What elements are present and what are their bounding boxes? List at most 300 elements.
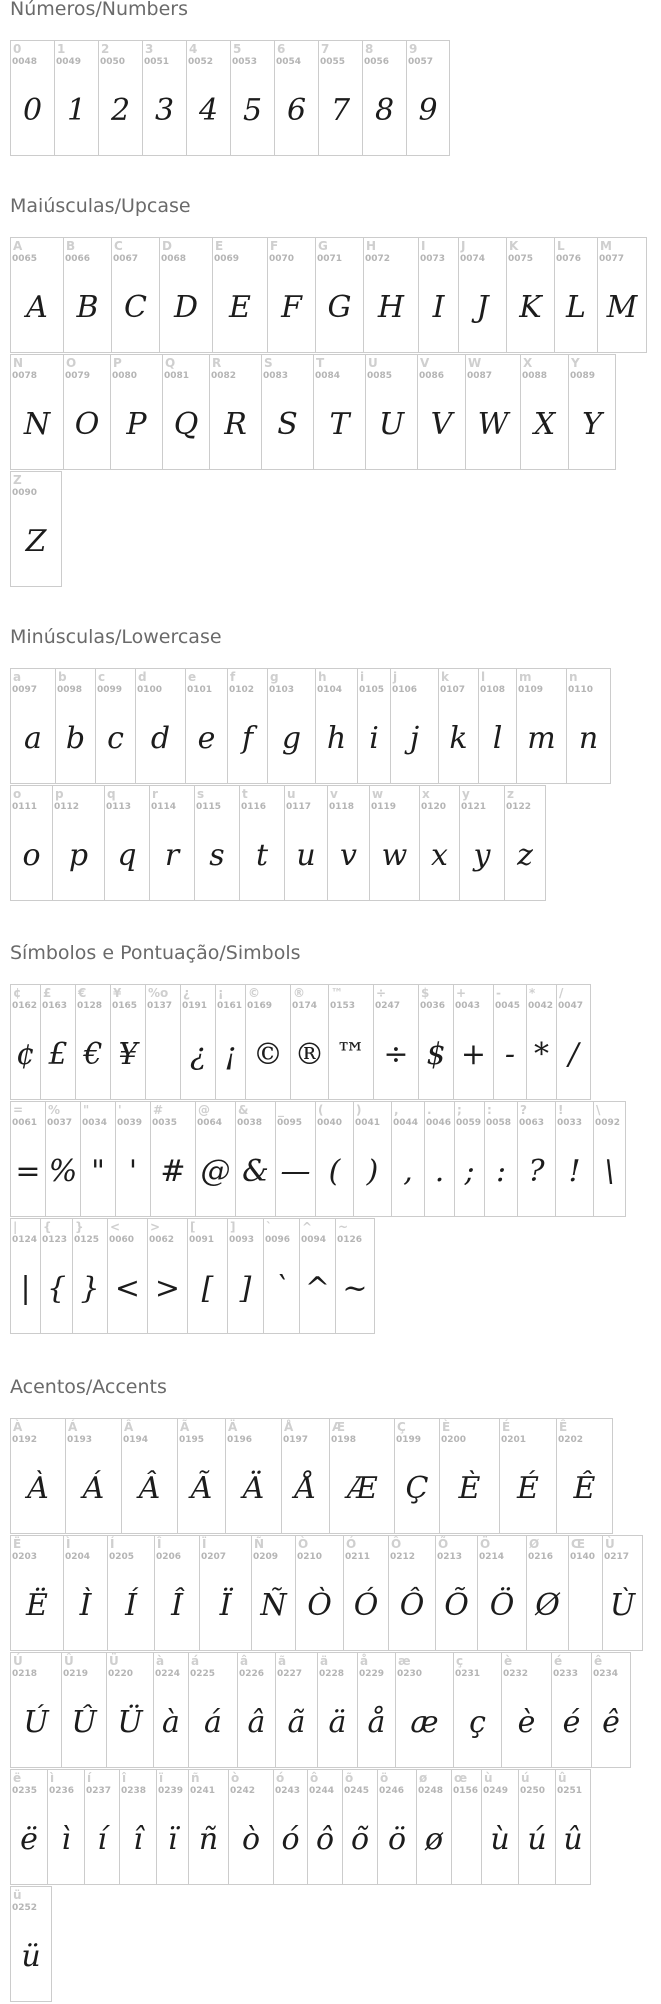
character-label: Æ: [332, 1420, 346, 1434]
glyph-sample: Q: [173, 406, 199, 442]
glyph-sample: k: [449, 720, 468, 756]
glyph-sample: [569, 1570, 602, 1640]
section-title: Símbolos e Pontuação/Simbols: [10, 942, 301, 964]
glyph-sample: #: [160, 1153, 186, 1189]
glyph-sample: ": [91, 1153, 105, 1189]
character-code: 0206: [156, 1552, 182, 1562]
character-label: U: [368, 356, 378, 370]
glyph-sample: ?: [528, 1153, 545, 1189]
glyph-cell: [188, 1652, 237, 1768]
glyph-sample: t: [255, 837, 269, 873]
glyph-row: [10, 668, 611, 784]
character-label: \: [596, 1103, 601, 1117]
glyph-cell: [395, 1652, 453, 1768]
glyph-cell: [147, 1218, 187, 1334]
character-code: 0097: [12, 685, 38, 695]
glyph-cell: [104, 785, 149, 901]
character-label: k: [441, 670, 449, 684]
character-code: 0033: [557, 1118, 583, 1128]
glyph-sample: à: [162, 1704, 180, 1740]
glyph-cell: [556, 1418, 613, 1534]
glyph-sample: Í: [125, 1587, 137, 1623]
glyph-sample: d: [150, 720, 171, 756]
character-code: 0040: [317, 1118, 343, 1128]
character-label: !: [558, 1103, 564, 1117]
glyph-cell: [63, 237, 111, 353]
glyph-cell: [307, 1769, 342, 1885]
character-label: á: [191, 1654, 200, 1668]
character-label: M: [600, 239, 612, 253]
glyph-cell: [47, 1769, 84, 1885]
glyph-sample: ñ: [198, 1821, 219, 1857]
glyph-cell: [162, 354, 209, 470]
character-code: 0099: [97, 685, 123, 695]
glyph-sample: ^: [304, 1270, 331, 1306]
character-label: Õ: [438, 1537, 449, 1551]
glyph-sample: 4: [198, 92, 219, 128]
character-label: Á: [68, 1420, 78, 1434]
glyph-cell: [418, 237, 458, 353]
character-label: L: [557, 239, 565, 253]
glyph-cell: [72, 1218, 107, 1334]
character-label: ú: [521, 1771, 530, 1785]
character-code: 0243: [275, 1786, 301, 1796]
character-code: 0231: [455, 1669, 481, 1679]
glyph-cell: [526, 984, 556, 1100]
glyph-cell: [555, 1101, 593, 1217]
character-label: +: [456, 986, 467, 1000]
glyph-cell: [477, 1535, 526, 1651]
glyph-sample: F: [281, 289, 302, 325]
glyph-cell: [209, 354, 261, 470]
glyph-cell: [95, 668, 135, 784]
glyph-sample: Ò: [307, 1587, 332, 1623]
glyph-sample: ë: [20, 1821, 38, 1857]
glyph-sample: {: [46, 1270, 67, 1306]
character-label: 3: [145, 42, 154, 56]
glyph-sample: Ô: [399, 1587, 425, 1623]
glyph-cell: [373, 984, 418, 1100]
character-label: 8: [365, 42, 374, 56]
glyph-sample: [146, 1019, 180, 1089]
glyph-sample: $: [426, 1036, 446, 1072]
character-code: 0251: [557, 1786, 583, 1796]
glyph-cell: [263, 1218, 299, 1334]
character-label: Y: [571, 356, 580, 370]
glyph-sample: 2: [110, 92, 131, 128]
character-code: 0209: [253, 1552, 279, 1562]
character-label: ñ: [191, 1771, 200, 1785]
glyph-cell: [568, 354, 616, 470]
character-label: :: [487, 1103, 492, 1117]
glyph-cell: [159, 237, 212, 353]
glyph-cell: [110, 984, 145, 1100]
character-code: 0248: [418, 1786, 444, 1796]
character-code: 0237: [86, 1786, 112, 1796]
character-code: 0051: [144, 57, 170, 67]
character-label: S: [264, 356, 273, 370]
character-label: ¿: [183, 986, 190, 1000]
glyph-cell: [52, 785, 104, 901]
glyph-cell: [273, 1769, 307, 1885]
character-code: 0052: [188, 57, 214, 67]
character-label: %o: [148, 986, 169, 1000]
character-label: ^: [302, 1220, 313, 1234]
glyph-sample: %: [48, 1153, 78, 1189]
character-label: -: [496, 986, 501, 1000]
glyph-cell: [10, 237, 63, 353]
character-label: î: [122, 1771, 127, 1785]
character-label: Ñ: [254, 1537, 265, 1551]
glyph-cell: [10, 1218, 40, 1334]
glyph-sample: P: [126, 406, 147, 442]
glyph-cell: [493, 984, 526, 1100]
character-label: Í: [110, 1537, 115, 1551]
glyph-sample: =: [15, 1153, 41, 1189]
character-code: 0250: [520, 1786, 546, 1796]
glyph-cell: [187, 1218, 227, 1334]
character-label: X: [523, 356, 533, 370]
glyph-cell: [438, 668, 478, 784]
glyph-cell: [61, 1652, 106, 1768]
glyph-cell: [235, 1101, 275, 1217]
section-title: Números/Numbers: [10, 0, 188, 20]
glyph-cell: [227, 1218, 263, 1334]
glyph-sample: W: [477, 406, 509, 442]
character-label: ¥: [113, 986, 122, 1000]
section-title: Minúsculas/Lowercase: [10, 626, 222, 648]
character-label: ì: [50, 1771, 55, 1785]
glyph-sample: &: [242, 1153, 269, 1189]
glyph-cell: [551, 1652, 591, 1768]
glyph-cell: [597, 237, 647, 353]
glyph-cell: [40, 984, 75, 1100]
glyph-sample: ä: [328, 1704, 347, 1740]
glyph-sample: ó: [281, 1821, 300, 1857]
character-code: 0080: [112, 371, 138, 381]
character-label: /: [559, 986, 564, 1000]
glyph-sample: 3: [154, 92, 175, 128]
character-code: 0081: [164, 371, 190, 381]
glyph-cell: [504, 785, 546, 901]
character-label: ø: [419, 1771, 428, 1785]
character-label: ö: [380, 1771, 389, 1785]
glyph-cell: [156, 1769, 188, 1885]
glyph-cell: [10, 1535, 63, 1651]
character-label: Û: [64, 1654, 74, 1668]
glyph-sample: [452, 1804, 481, 1874]
character-label: <: [110, 1220, 121, 1234]
glyph-sample: g: [281, 720, 302, 756]
glyph-cell: [275, 1652, 317, 1768]
character-label: Ü: [109, 1654, 119, 1668]
glyph-sample: L: [566, 289, 586, 325]
character-label: 6: [277, 42, 286, 56]
glyph-cell: [227, 668, 267, 784]
glyph-cell: [328, 984, 373, 1100]
glyph-sample: ®: [294, 1036, 325, 1072]
glyph-sample: /: [568, 1036, 579, 1072]
glyph-cell: [591, 1652, 631, 1768]
glyph-cell: [593, 1101, 626, 1217]
glyph-sample: Ø: [535, 1587, 560, 1623]
character-code: 0103: [269, 685, 295, 695]
character-code: 0035: [152, 1118, 178, 1128]
character-label: H: [366, 239, 377, 253]
glyph-cell: [80, 1101, 115, 1217]
character-label: Ù: [605, 1537, 615, 1551]
character-label: é: [554, 1654, 563, 1668]
character-label: ù: [484, 1771, 493, 1785]
character-code: 0137: [147, 1001, 173, 1011]
character-label: D: [162, 239, 172, 253]
glyph-cell: [554, 237, 597, 353]
glyph-sample: —: [280, 1153, 311, 1189]
character-label: b: [58, 670, 67, 684]
character-code: 0229: [359, 1669, 385, 1679]
character-code: 0053: [232, 57, 258, 67]
glyph-cell: [111, 237, 159, 353]
glyph-cell: [239, 785, 284, 901]
character-code: 0098: [57, 685, 83, 695]
character-label: Ë: [13, 1537, 22, 1551]
glyph-cell: [10, 668, 55, 784]
glyph-cell: [75, 984, 110, 1100]
character-label: å: [360, 1654, 369, 1668]
character-label: @: [198, 1103, 210, 1117]
character-label: À: [13, 1420, 23, 1434]
character-code: 0245: [344, 1786, 370, 1796]
glyph-cell: [481, 1769, 518, 1885]
character-label: n: [569, 670, 578, 684]
character-label: Î: [157, 1537, 162, 1551]
character-label: #: [153, 1103, 164, 1117]
character-label: ¡: [218, 986, 224, 1000]
character-code: 0084: [315, 371, 341, 381]
character-code: 0169: [247, 1001, 273, 1011]
character-label: {: [43, 1220, 52, 1234]
character-label: ô: [310, 1771, 319, 1785]
character-label: W: [468, 356, 482, 370]
glyph-sample: o: [22, 837, 41, 873]
glyph-sample: Ï: [219, 1587, 232, 1623]
character-code: 0162: [12, 1001, 38, 1011]
character-code: 0121: [461, 802, 487, 812]
character-code: 0112: [54, 802, 80, 812]
glyph-sample: Ì: [79, 1587, 92, 1623]
glyph-cell: [357, 1652, 395, 1768]
character-code: 0056: [364, 57, 390, 67]
character-label: Ú: [13, 1654, 23, 1668]
character-label: £: [43, 986, 52, 1000]
glyph-sample: }: [80, 1270, 100, 1306]
character-label: s: [197, 787, 205, 801]
glyph-cell: [406, 40, 450, 156]
glyph-cell: [416, 1769, 451, 1885]
glyph-sample: ™: [336, 1036, 366, 1072]
character-label: Œ: [571, 1537, 586, 1551]
glyph-cell: [335, 1218, 375, 1334]
character-label: B: [66, 239, 76, 253]
character-code: 0105: [359, 685, 385, 695]
glyph-sample: ù: [490, 1821, 510, 1857]
glyph-cell: [516, 668, 566, 784]
character-code: 0225: [190, 1669, 216, 1679]
glyph-cell: [55, 668, 95, 784]
glyph-cell: [315, 1101, 353, 1217]
character-code: 0101: [187, 685, 213, 695]
character-label: Ø: [529, 1537, 540, 1551]
character-code: 0122: [506, 802, 532, 812]
glyph-cell: [135, 668, 185, 784]
glyph-cell: [10, 40, 54, 156]
glyph-cell: [458, 237, 506, 353]
character-label: q: [107, 787, 116, 801]
character-label: 2: [101, 42, 110, 56]
glyph-sample: Y: [582, 406, 602, 442]
glyph-sample: G: [327, 289, 352, 325]
glyph-sample: Z: [25, 523, 47, 559]
glyph-sample: ÷: [383, 1036, 409, 1072]
character-label: ç: [456, 1654, 464, 1668]
character-code: 0055: [320, 57, 346, 67]
character-code: 0128: [77, 1001, 103, 1011]
character-code: 0065: [12, 254, 38, 264]
glyph-sample: Ê: [573, 1470, 596, 1506]
glyph-sample: X: [533, 406, 556, 442]
glyph-cell: [555, 1769, 591, 1885]
glyph-cell: [63, 1535, 107, 1651]
character-code: 0161: [217, 1001, 243, 1011]
character-label: Ê: [559, 1420, 568, 1434]
character-label: ®: [293, 986, 305, 1000]
glyph-sample: Ú: [23, 1704, 49, 1740]
character-code: 0037: [47, 1118, 73, 1128]
character-code: 0196: [227, 1435, 253, 1445]
character-code: 0116: [241, 802, 267, 812]
character-code: 0232: [503, 1669, 529, 1679]
character-code: 0109: [518, 685, 544, 695]
character-label: È: [442, 1420, 451, 1434]
character-code: 0228: [319, 1669, 345, 1679]
glyph-sample: u: [296, 837, 316, 873]
glyph-sample: î: [133, 1821, 143, 1857]
character-code: 0104: [317, 685, 343, 695]
character-code: 0083: [263, 371, 289, 381]
glyph-row: [10, 237, 647, 353]
glyph-sample: n: [578, 720, 599, 756]
glyph-sample: Â: [138, 1470, 161, 1506]
character-code: 0194: [123, 1435, 149, 1445]
glyph-sample: .: [434, 1153, 445, 1189]
glyph-cell: [506, 237, 554, 353]
character-label: ¢: [13, 986, 22, 1000]
character-code: 0242: [230, 1786, 256, 1796]
character-code: 0218: [12, 1669, 38, 1679]
character-label: ó: [276, 1771, 285, 1785]
character-label: ä: [320, 1654, 329, 1668]
glyph-cell: [520, 354, 568, 470]
glyph-cell: [388, 1535, 435, 1651]
glyph-row: [10, 785, 546, 901]
character-code: 0074: [460, 254, 486, 264]
character-code: 0216: [528, 1552, 554, 1562]
character-label: i: [360, 670, 365, 684]
glyph-sample: v: [340, 837, 357, 873]
character-code: 0205: [109, 1552, 135, 1562]
glyph-cell: [290, 984, 328, 1100]
character-label: í: [87, 1771, 92, 1785]
character-label: x: [422, 787, 430, 801]
glyph-cell: [424, 1101, 454, 1217]
glyph-sample: €: [83, 1036, 103, 1072]
glyph-sample: æ: [410, 1704, 439, 1740]
glyph-sample: ': [128, 1153, 138, 1189]
character-label: Ò: [298, 1537, 309, 1551]
glyph-cell: [435, 1535, 477, 1651]
character-code: 0165: [112, 1001, 138, 1011]
character-label: è: [504, 1654, 513, 1668]
character-label: æ: [398, 1654, 411, 1668]
glyph-sample: 1: [66, 92, 87, 128]
character-label: A: [13, 239, 23, 253]
character-code: 0224: [155, 1669, 181, 1679]
character-code: 0070: [269, 254, 295, 264]
character-label: Ç: [397, 1420, 406, 1434]
character-code: 0060: [109, 1235, 135, 1245]
character-label: r: [152, 787, 158, 801]
character-code: 0123: [42, 1235, 68, 1245]
character-code: 0124: [12, 1235, 38, 1245]
character-label: c: [98, 670, 106, 684]
character-code: 0036: [420, 1001, 446, 1011]
character-label: I: [421, 239, 426, 253]
glyph-cell: [390, 668, 438, 784]
glyph-cell: [84, 1769, 119, 1885]
character-code: 0234: [593, 1669, 619, 1679]
character-label: f: [230, 670, 236, 684]
character-label: 4: [189, 42, 198, 56]
glyph-sample: Ä: [242, 1470, 265, 1506]
glyph-row: [10, 1886, 52, 2002]
character-code: 0087: [467, 371, 493, 381]
glyph-sample: -: [504, 1036, 516, 1072]
glyph-cell: [194, 785, 239, 901]
character-label: o: [13, 787, 22, 801]
character-code: 0235: [12, 1786, 38, 1796]
glyph-row: [10, 1101, 626, 1217]
character-code: 0203: [12, 1552, 38, 1562]
glyph-cell: [267, 237, 315, 353]
glyph-sample: Ó: [353, 1587, 379, 1623]
glyph-sample: m: [527, 720, 556, 756]
character-code: 0202: [558, 1435, 584, 1445]
glyph-cell: [353, 1101, 391, 1217]
character-code: 0249: [483, 1786, 509, 1796]
glyph-cell: [343, 1535, 388, 1651]
character-code: 0220: [108, 1669, 134, 1679]
glyph-sample: ~: [342, 1270, 368, 1306]
character-code: 0246: [379, 1786, 405, 1796]
glyph-cell: [465, 354, 520, 470]
glyph-sample: ü: [21, 1938, 41, 1974]
glyph-sample: A: [26, 289, 48, 325]
character-label: E: [215, 239, 224, 253]
glyph-cell: [369, 785, 419, 901]
glyph-cell: [10, 1418, 65, 1534]
character-label: &: [238, 1103, 249, 1117]
glyph-cell: [318, 40, 362, 156]
